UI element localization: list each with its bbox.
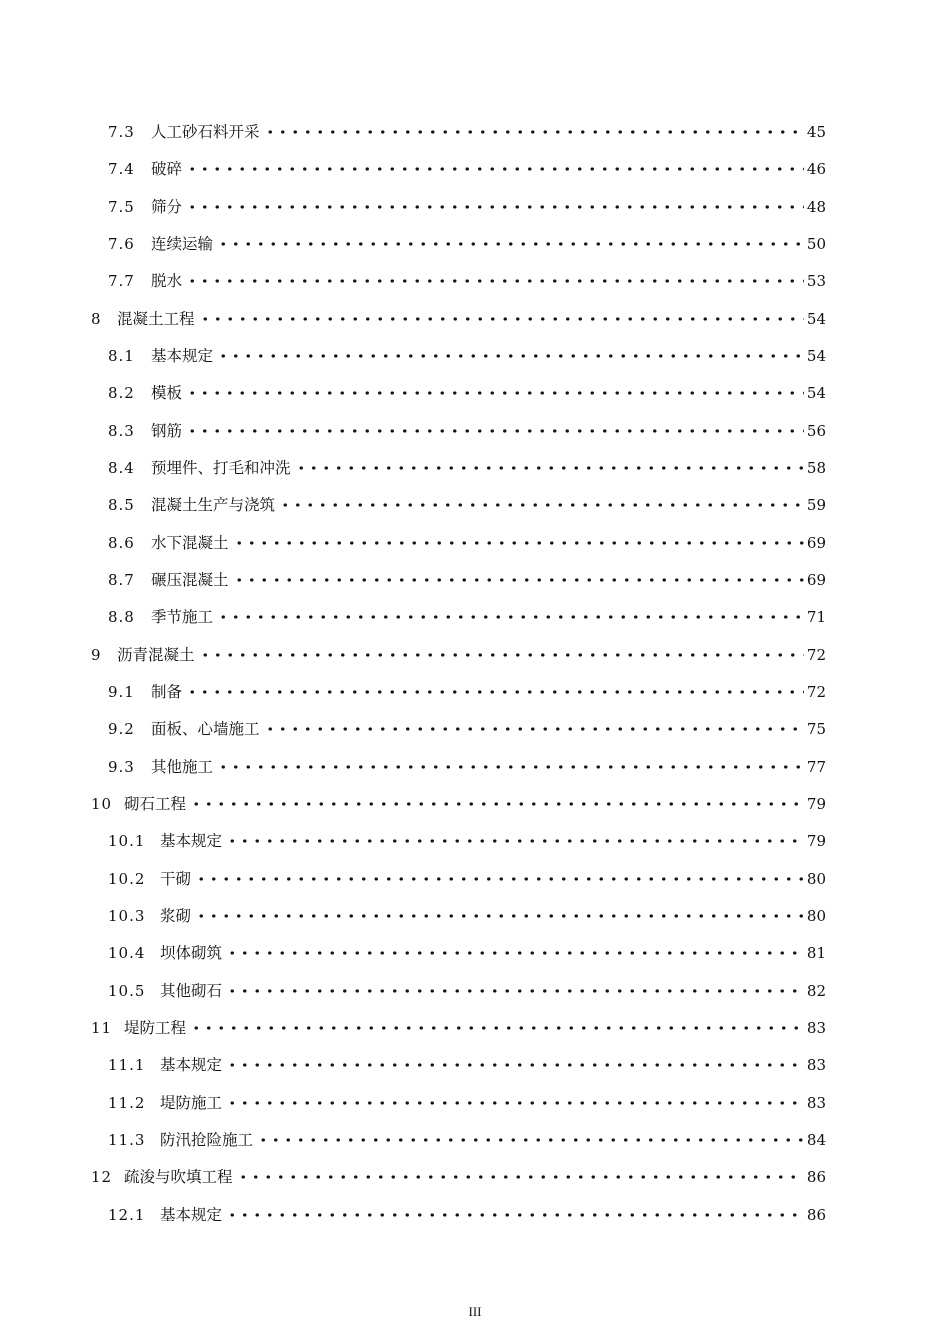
toc-entry-number: 8.2 [108, 384, 135, 403]
toc-entry-number: 8.1 [108, 346, 135, 365]
toc-section-row[interactable] [0, 416, 950, 446]
toc-entry-number: 8.8 [108, 608, 135, 627]
toc-entry-title: 碾压混凝土 [151, 570, 229, 589]
toc-entry-title: 水下混凝土 [151, 533, 229, 552]
toc-entry-title: 制备 [151, 682, 183, 701]
toc-entry-number: 11 [91, 1018, 113, 1037]
toc-entry-number: 11.1 [108, 1056, 146, 1075]
toc-section-row[interactable] [0, 341, 950, 371]
toc-dot-leader [233, 565, 804, 595]
toc-entry-page: 72 [806, 682, 826, 701]
toc-section-row[interactable] [0, 490, 950, 520]
toc-dot-leader [257, 1125, 804, 1155]
toc-chapter-row[interactable] [0, 1013, 950, 1043]
toc-entry-title: 沥青混凝土 [117, 645, 195, 664]
toc-dot-leader [186, 378, 804, 408]
toc-chapter-row[interactable] [0, 640, 950, 670]
toc-section-row[interactable] [0, 117, 950, 147]
toc-entry-number: 7.3 [108, 123, 135, 141]
toc-entry-number: 10.2 [108, 869, 146, 888]
toc-dot-leader [186, 677, 804, 707]
toc-entry-page: 83 [806, 1018, 826, 1037]
toc-entry-page: 86 [806, 1205, 826, 1224]
toc-section-row[interactable] [0, 826, 950, 856]
toc-dot-leader [226, 826, 804, 856]
toc-entry-number: 9.3 [108, 757, 135, 776]
toc-dot-leader [226, 938, 804, 968]
toc-section-row[interactable] [0, 378, 950, 408]
toc-entry-page: 86 [806, 1168, 826, 1187]
toc-entry-title: 浆砌 [160, 906, 192, 925]
toc-section-row[interactable] [0, 1200, 950, 1230]
toc-entry-number: 12.1 [108, 1205, 146, 1224]
toc-entry-number: 7.6 [108, 234, 135, 253]
toc-section-row[interactable] [0, 1050, 950, 1080]
toc-entry-number: 10.1 [108, 832, 146, 851]
toc-section-row[interactable] [0, 192, 950, 222]
toc-entry-page: 58 [806, 458, 826, 477]
toc-dot-leader [264, 117, 804, 147]
toc-entry-page: 48 [806, 197, 826, 216]
page-number-footer: III [468, 1304, 482, 1319]
toc-entry-title: 坝体砌筑 [160, 944, 223, 963]
toc-section-row[interactable] [0, 528, 950, 558]
toc-dot-leader [217, 341, 804, 371]
toc-entry-page: 81 [806, 944, 826, 963]
toc-dot-leader [226, 1200, 804, 1230]
toc-entry-page: 75 [806, 720, 826, 739]
toc-entry-number: 7.4 [108, 160, 135, 179]
toc-dot-leader [186, 192, 804, 222]
toc-dot-leader [186, 154, 804, 184]
toc-entry-page: 54 [806, 346, 826, 365]
toc-dot-leader [217, 752, 804, 782]
toc-dot-leader [217, 229, 804, 259]
toc-entry-number: 10 [91, 794, 113, 813]
toc-entry-page: 54 [806, 384, 826, 403]
toc-entry-page: 83 [806, 1093, 826, 1112]
toc-entry-title: 破碎 [151, 160, 183, 179]
toc-entry-number: 9.2 [108, 720, 135, 739]
toc-section-row[interactable] [0, 154, 950, 184]
toc-entry-title: 干砌 [160, 869, 192, 888]
toc-dot-leader [195, 901, 804, 931]
toc-entry-number: 8.5 [108, 496, 135, 515]
toc-dot-leader [186, 416, 804, 446]
toc-entry-number: 7.7 [108, 272, 135, 291]
toc-dot-leader [295, 453, 804, 483]
toc-entry-title: 模板 [151, 384, 183, 403]
toc-entry-number: 9.1 [108, 682, 135, 701]
toc-section-row[interactable] [0, 752, 950, 782]
toc-entry-page: 69 [806, 570, 826, 589]
toc-entry-number: 7.5 [108, 197, 135, 216]
toc-entry-page: 77 [806, 757, 826, 776]
toc-entry-title: 季节施工 [151, 608, 214, 627]
toc-entry-title: 防汛抢险施工 [160, 1130, 254, 1149]
toc-dot-leader [226, 1088, 804, 1118]
toc-section-row[interactable] [0, 602, 950, 632]
toc-entry-title: 钢筋 [151, 421, 183, 440]
toc-entry-page: 79 [806, 794, 826, 813]
toc-entry-number: 9 [91, 645, 102, 664]
toc-entry-number: 12 [91, 1168, 113, 1187]
toc-section-row[interactable] [0, 229, 950, 259]
toc-dot-leader [279, 490, 804, 520]
toc-chapter-row[interactable] [0, 789, 950, 819]
toc-dot-leader [195, 864, 804, 894]
toc-entry-page: 45 [806, 123, 826, 141]
toc-entry-page: 56 [806, 421, 826, 440]
toc-section-row[interactable] [0, 453, 950, 483]
toc-entry-number: 10.4 [108, 944, 146, 963]
toc-entry-title: 堤防工程 [124, 1018, 187, 1037]
toc-dot-leader [199, 640, 804, 670]
toc-entry-page: 72 [806, 645, 826, 664]
toc-entry-title: 人工砂石料开采 [151, 123, 260, 141]
toc-entry-title: 砌石工程 [124, 794, 187, 813]
toc-entry-number: 8 [91, 309, 102, 328]
toc-dot-leader [186, 266, 804, 296]
toc-chapter-row[interactable] [0, 1162, 950, 1192]
toc-entry-page: 71 [806, 608, 826, 627]
toc-entry-title: 预埋件、打毛和冲洗 [151, 458, 291, 477]
toc-dot-leader [237, 1162, 804, 1192]
toc-entry-title: 基本规定 [160, 1205, 223, 1224]
toc-dot-leader [199, 304, 804, 334]
toc-section-row[interactable] [0, 901, 950, 931]
toc-entry-number: 8.7 [108, 570, 135, 589]
toc-dot-leader [217, 602, 804, 632]
toc-entry-page: 59 [806, 496, 826, 515]
toc-entry-number: 8.6 [108, 533, 135, 552]
toc-entry-title: 其他施工 [151, 757, 214, 776]
toc-entry-title: 基本规定 [151, 346, 214, 365]
toc-entry-page: 84 [806, 1130, 826, 1149]
toc-entry-title: 面板、心墙施工 [151, 720, 260, 739]
toc-entry-number: 8.4 [108, 458, 135, 477]
toc-dot-leader [233, 528, 804, 558]
toc-entry-page: 50 [806, 234, 826, 253]
toc-chapter-row[interactable] [0, 304, 950, 334]
toc-entry-title: 脱水 [151, 272, 183, 291]
toc-entry-page: 69 [806, 533, 826, 552]
toc-entry-number: 8.3 [108, 421, 135, 440]
toc-entry-number: 10.5 [108, 981, 146, 1000]
toc-entry-title: 筛分 [151, 197, 183, 216]
toc-entry-title: 基本规定 [160, 832, 223, 851]
toc-entry-page: 80 [806, 869, 826, 888]
toc-dot-leader [226, 976, 804, 1006]
toc-entry-number: 11.3 [108, 1130, 146, 1149]
toc-entry-page: 54 [806, 309, 826, 328]
toc-entry-title: 疏浚与吹填工程 [124, 1168, 233, 1187]
toc-entry-page: 53 [806, 272, 826, 291]
toc-entry-title: 堤防施工 [160, 1093, 223, 1112]
toc-entry-number: 11.2 [108, 1093, 146, 1112]
toc-section-row[interactable] [0, 976, 950, 1006]
toc-section-row[interactable] [0, 938, 950, 968]
toc-section-row[interactable] [0, 1088, 950, 1118]
toc-entry-title: 连续运输 [151, 234, 214, 253]
toc-entry-title: 基本规定 [160, 1056, 223, 1075]
toc-entry-page: 79 [806, 832, 826, 851]
toc-section-row[interactable] [0, 266, 950, 296]
toc-entry-title: 混凝土生产与浇筑 [151, 496, 276, 515]
toc-entry-page: 82 [806, 981, 826, 1000]
toc-section-row[interactable] [0, 864, 950, 894]
toc-dot-leader [190, 789, 804, 819]
toc-entry-title: 其他砌石 [160, 981, 223, 1000]
toc-dot-leader [264, 714, 804, 744]
toc-entry-title: 混凝土工程 [117, 309, 195, 328]
toc-entry-page: 83 [806, 1056, 826, 1075]
toc-dot-leader [226, 1050, 804, 1080]
toc-dot-leader [190, 1013, 804, 1043]
toc-section-row[interactable] [0, 714, 950, 744]
toc-entry-page: 80 [806, 906, 826, 925]
toc-section-row[interactable] [0, 677, 950, 707]
toc-section-row[interactable] [0, 565, 950, 595]
toc-entry-page: 46 [806, 160, 826, 179]
toc-section-row[interactable] [0, 1125, 950, 1155]
toc-entry-number: 10.3 [108, 906, 146, 925]
